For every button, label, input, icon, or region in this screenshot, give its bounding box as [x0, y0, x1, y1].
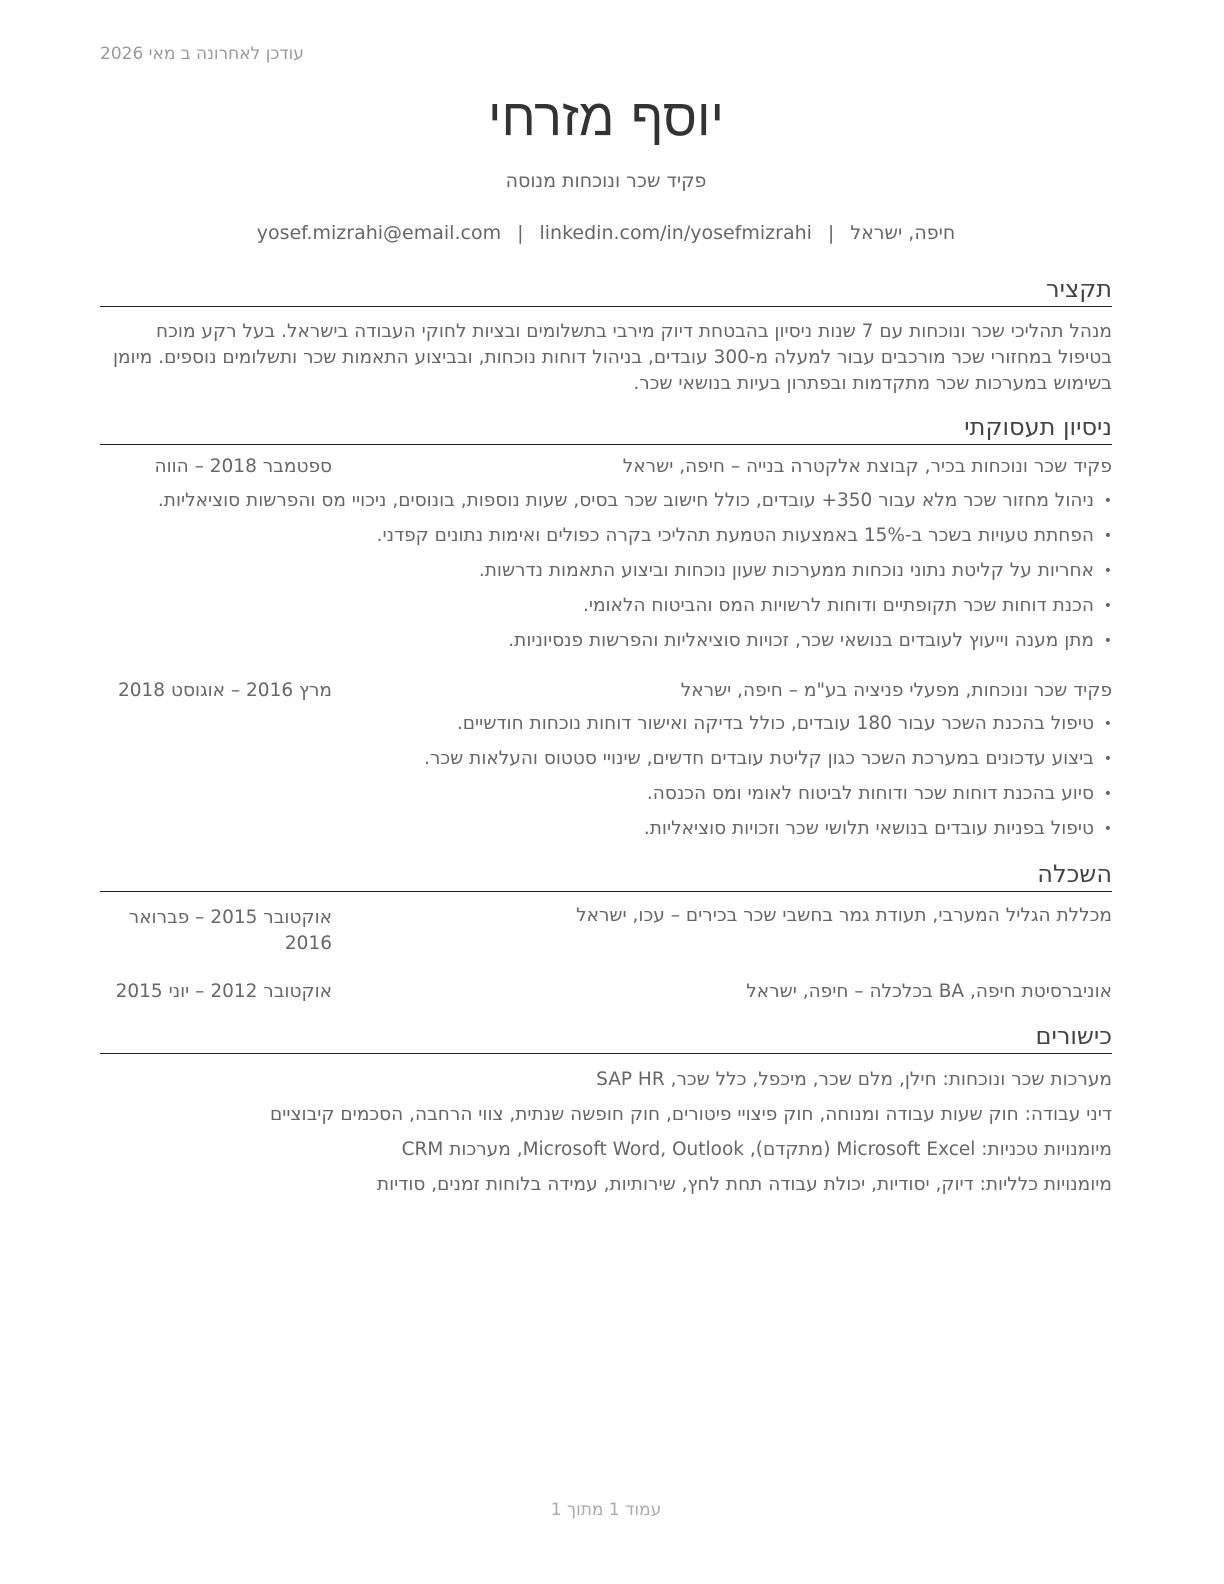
bullet-dot-icon: • [1103, 751, 1112, 767]
bullet-dot-icon: • [1103, 821, 1112, 837]
last-updated-note: עודכן לאחרונה ב מאי 2026 [100, 44, 304, 64]
section-title-summary: תקציר [100, 274, 1112, 307]
job-bullets [100, 711, 1112, 851]
contact-email[interactable]: yosef.mizrahi@email.com [256, 222, 502, 244]
job-title: פקיד שכר ונוכחות, מפעלי פניציה בע"מ – חיפה, ישראל [680, 680, 1112, 701]
job-title: פקיד שכר ונוכחות בכיר, קבוצת אלקטרה בנייה – חיפה, ישראל [622, 456, 1112, 477]
job-dates: מרץ 2016 – אוגוסט 2018 [117, 680, 332, 701]
list-item: • הכנת דוחות שכר תקופתיים ודוחות לרשויות המס והביטוח הלאומי. [100, 593, 1112, 628]
job-header [100, 680, 1112, 708]
education-heading: מכללת הגליל המערבי, תעודת גמר בחשבי שכר בכירים – עכו, ישראל [576, 905, 1112, 926]
candidate-subtitle: פקיד שכר ונוכחות מנוסה [505, 170, 707, 192]
bullet-dot-icon: • [1103, 493, 1112, 509]
resume-page [100, 0, 1112, 1584]
list-item: • סיוע בהכנת דוחות שכר ודוחות לביטוח לאומי ומס הכנסה. [100, 781, 1112, 816]
bullet-dot-icon: • [1103, 786, 1112, 802]
contact-linkedin[interactable]: linkedin.com/in/yosefmizrahi [539, 222, 812, 244]
section-title-experience: ניסיון תעסוקתי [100, 412, 1112, 445]
contact-separator: | [827, 222, 835, 244]
candidate-name: יוסף מזרחי [487, 88, 725, 148]
contact-separator: | [517, 222, 524, 244]
list-item: מיומנויות כלליות: דיוק, יסודיות, יכולת עבודה תחת לחץ, שירותיות, עמידה בלוחות זמנים, סודיות [376, 1174, 1112, 1195]
education-dates: אוקטובר 2015 – פברואר 2016 [128, 907, 332, 954]
list-item: • טיפול בפניות עובדים בנושאי תלושי שכר וזכויות סוציאליות. [100, 816, 1112, 851]
bullet-dot-icon: • [1103, 633, 1112, 649]
bullet-dot-icon: • [1103, 563, 1112, 579]
page-number: עמוד 1 מתוך 1 [550, 1500, 662, 1520]
bullet-dot-icon: • [1103, 528, 1112, 544]
list-item: מיומנויות טכניות: Microsoft Excel (מתקדם), Microsoft Word, Outlook, מערכות CRM [401, 1139, 1112, 1160]
bullet-dot-icon: • [1103, 598, 1112, 614]
job-header [100, 456, 1112, 484]
section-title-skills: כישורים [100, 1021, 1112, 1054]
job-dates: ספטמבר 2018 – הווה [154, 456, 332, 477]
contact-location: חיפה, ישראל [850, 222, 956, 244]
job-bullets [100, 488, 1112, 663]
bullet-dot-icon: • [1103, 716, 1112, 732]
list-item: מערכות שכר ונוכחות: חילן, מלם שכר, מיכפל, כלל שכר, SAP HR [596, 1069, 1112, 1090]
list-item: • אחריות על קליטת נתוני נוכחות ממערכות שעון נוכחות וביצוע התאמות נדרשות. [100, 558, 1112, 593]
list-item: • ניהול מחזור שכר מלא עבור 350+ עובדים, כולל חישוב שכר בסיס, שעות נוספות, בונוסים, ניכויי מס והפרשות סוציאליות. [100, 488, 1112, 523]
education-heading: אוניברסיטת חיפה, BA בכלכלה – חיפה, ישראל [746, 981, 1112, 1002]
education-dates: אוקטובר 2012 – יוני 2015 [115, 981, 332, 1002]
summary-text: מנהל תהליכי שכר ונוכחות עם 7 שנות ניסיון בהבטחת דיוק מירבי בתשלומים ובציות לחוקי העבודה בישראל. בעל רקע מוכח בטיפול במחזורי שכר מורכבים עבור למעלה מ-300 עובדים, בניהול דוחות נוכחות, ובביצוע התאמות שכר ותשלומים נוספים. מיומן בשימוש במערכות שכר מתקדמות ובפתרון בעיות בנושאי שכר. [112, 321, 1112, 394]
education-item [100, 905, 1112, 961]
list-item: • מתן מענה וייעוץ לעובדים בנושאי שכר, זכויות סוציאליות והפרשות פנסיוניות. [100, 628, 1112, 663]
list-item: • ביצוע עדכונים במערכת השכר כגון קליטת עובדים חדשים, שינויי סטטוס והעלאות שכר. [100, 746, 1112, 781]
list-item: דיני עבודה: חוק שעות עבודה ומנוחה, חוק פיצויי פיטורים, חוק חופשה שנתית, צווי הרחבה, הסכמים קיבוציים [270, 1104, 1112, 1125]
list-item: • הפחתת טעויות בשכר ב-15% באמצעות הטמעת תהליכי בקרה כפולים ואימות נתונים קפדני. [100, 523, 1112, 558]
list-item: • טיפול בהכנת השכר עבור 180 עובדים, כולל בדיקה ואישור דוחות נוכחות חודשיים. [100, 711, 1112, 746]
education-item [100, 981, 1112, 1009]
skills-list [100, 1067, 1112, 1207]
section-title-education: השכלה [100, 859, 1112, 892]
contact-line [100, 222, 1112, 244]
